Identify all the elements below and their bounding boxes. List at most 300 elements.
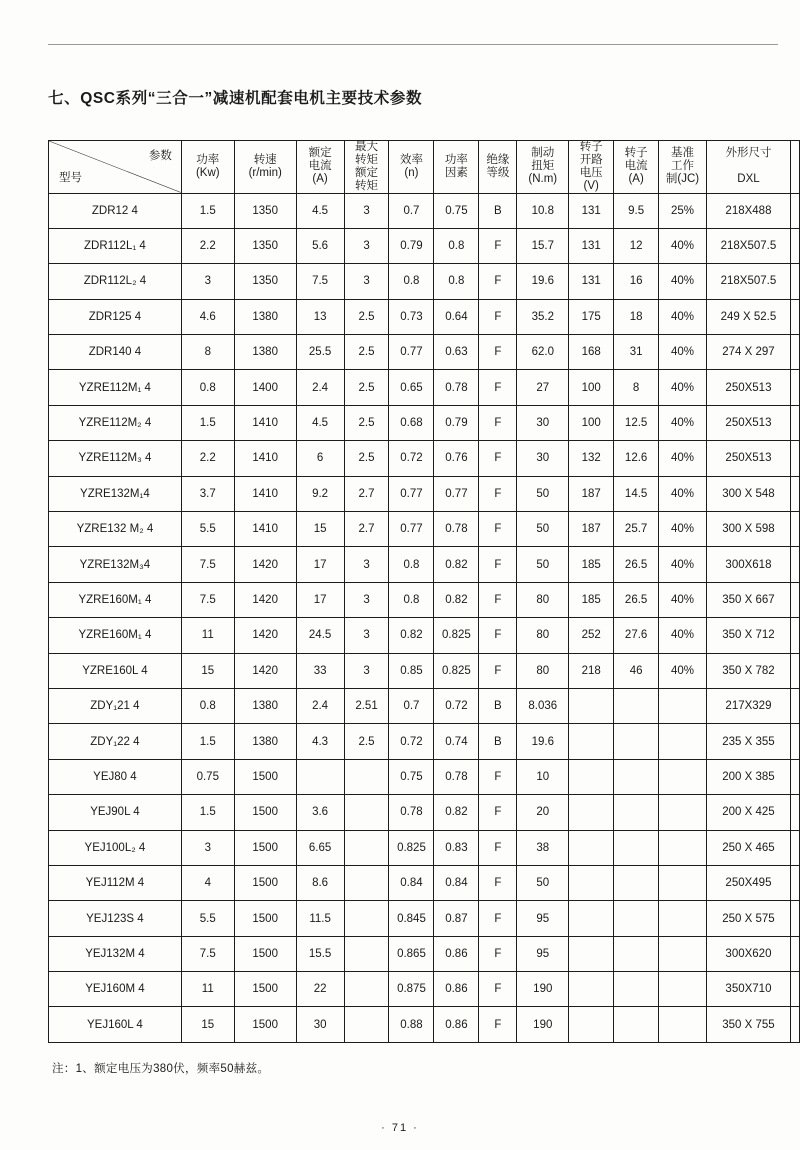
cell-value: F [479,936,517,971]
cell-value: F [479,547,517,582]
cell-value: 7.5 [181,936,234,971]
cell-value: 1420 [234,618,296,653]
cell-value: 46 [614,653,659,688]
table-row [49,901,800,936]
cell-value: 0.845 [389,901,434,936]
table-row [49,193,800,228]
cell-value: 1500 [234,901,296,936]
cell-model: YZRE112M₂ 4 [49,405,182,440]
cell-value: 0.79 [389,228,434,263]
cell-value: 25.7 [614,512,659,547]
cell-value: 0.77 [389,512,434,547]
cell-model: YZRE112M₃ 4 [49,441,182,476]
cell-value: F [479,582,517,617]
cell-value: 62.0 [517,335,569,370]
cell-value: 8.036 [517,688,569,723]
cell-value: 1500 [234,972,296,1007]
cell-value: 24.5 [296,618,344,653]
cell-value: 27.6 [614,618,659,653]
cell-value [659,688,707,723]
cell-value: 22 [296,972,344,1007]
cell-value: 16 [614,264,659,299]
cell-value: F [479,405,517,440]
cell-value: 0.82 [389,618,434,653]
cell-value: 33 [296,653,344,688]
cell-value: 27 [517,370,569,405]
cell-value [569,865,614,900]
cell-value: 0.84 [434,865,479,900]
cell-value: 1500 [234,936,296,971]
cell-value [659,901,707,936]
cell-overflow [790,370,799,405]
cell-value: B [479,724,517,759]
cell-model: YZRE160L 4 [49,653,182,688]
cell-value: 40% [659,441,707,476]
header-rule [48,44,778,45]
cell-overflow [790,724,799,759]
cell-value: 249 X 52.5 [707,299,791,334]
cell-value: 2.7 [344,476,389,511]
cell-value: 1350 [234,228,296,263]
cell-value: 0.72 [389,724,434,759]
cell-model: YEJ160L 4 [49,1007,182,1042]
cell-value: 50 [517,865,569,900]
cell-value: B [479,193,517,228]
cell-value: 350 X 755 [707,1007,791,1042]
cell-value: 0.78 [389,795,434,830]
cell-value: 80 [517,618,569,653]
cell-value: 25.5 [296,335,344,370]
cell-value: 0.875 [389,972,434,1007]
cell-value: 0.88 [389,1007,434,1042]
cell-overflow [790,405,799,440]
cell-value: 1350 [234,264,296,299]
header-brake-torque: 制动 扭矩 (N.m) [517,141,569,194]
cell-model: ZDR125 4 [49,299,182,334]
cell-value: 0.72 [389,441,434,476]
cell-value: 0.8 [434,228,479,263]
cell-overflow [790,972,799,1007]
cell-value: 3 [344,193,389,228]
table-row [49,972,800,1007]
cell-value: 15.7 [517,228,569,263]
cell-value: 3 [344,582,389,617]
cell-value: 0.8 [181,370,234,405]
cell-model: YZRE132M₃4 [49,547,182,582]
cell-value: 1380 [234,724,296,759]
header-speed: 转速 (r/min) [234,141,296,194]
cell-model: ZDY₁22 4 [49,724,182,759]
cell-value: 190 [517,972,569,1007]
cell-value: 0.63 [434,335,479,370]
table-row [49,441,800,476]
cell-value: F [479,476,517,511]
table-row [49,476,800,511]
cell-value: 0.82 [434,582,479,617]
table-row [49,865,800,900]
table-row [49,264,800,299]
cell-value: 0.87 [434,901,479,936]
cell-value: 1500 [234,795,296,830]
cell-value: 0.77 [434,476,479,511]
cell-overflow [790,335,799,370]
header-rotor-current: 转子 电流 (A) [614,141,659,194]
cell-value: B [479,688,517,723]
cell-value: 1410 [234,476,296,511]
cell-value: 0.64 [434,299,479,334]
cell-value: 200 X 385 [707,759,791,794]
cell-value: 100 [569,370,614,405]
cell-model: ZDR140 4 [49,335,182,370]
cell-value: 218 [569,653,614,688]
cell-value: 31 [614,335,659,370]
cell-value [659,830,707,865]
header-dimensions: 外形尺寸 DXL [707,141,791,194]
cell-value: 0.65 [389,370,434,405]
cell-value: 0.76 [434,441,479,476]
cell-value: F [479,759,517,794]
table-row [49,795,800,830]
cell-value [344,795,389,830]
cell-value: 40% [659,547,707,582]
cell-value [614,901,659,936]
cell-value: F [479,795,517,830]
cell-value: 300 X 598 [707,512,791,547]
header-power: 功率 (Kw) [181,141,234,194]
cell-value: F [479,441,517,476]
cell-value: 250X495 [707,865,791,900]
cell-value: 1.5 [181,724,234,759]
table-row [49,335,800,370]
page-number: · 71 · [381,1122,419,1134]
cell-value: 1420 [234,582,296,617]
cell-value [569,688,614,723]
cell-value: 0.7 [389,193,434,228]
cell-model: ZDR12 4 [49,193,182,228]
cell-value: 8.6 [296,865,344,900]
cell-value: 0.86 [434,972,479,1007]
cell-model: YZRE112M₁ 4 [49,370,182,405]
header-corner-cell [49,141,182,194]
cell-value: 187 [569,476,614,511]
cell-value: 0.77 [389,476,434,511]
cell-value: 0.8 [181,688,234,723]
table-row [49,512,800,547]
cell-value: 2.5 [344,299,389,334]
cell-overflow [790,264,799,299]
table-header [49,141,800,194]
cell-value: 40% [659,653,707,688]
cell-overflow [790,936,799,971]
cell-value: 30 [296,1007,344,1042]
cell-overflow [790,618,799,653]
cell-value: 4 [181,865,234,900]
cell-value: 350 X 782 [707,653,791,688]
table-row [49,653,800,688]
cell-value: 1380 [234,299,296,334]
cell-value: 50 [517,547,569,582]
cell-value [659,795,707,830]
cell-value: 185 [569,547,614,582]
table-row [49,688,800,723]
cell-model: YZRE160M₁ 4 [49,582,182,617]
cell-value: 300X618 [707,547,791,582]
table-body [49,193,800,1042]
cell-value: 12.6 [614,441,659,476]
cell-value: 15.5 [296,936,344,971]
cell-value: 3 [181,264,234,299]
cell-value [614,795,659,830]
header-row [49,141,800,194]
cell-value: 0.77 [389,335,434,370]
cell-value: 40% [659,618,707,653]
cell-value: 0.8 [389,264,434,299]
cell-value: 95 [517,936,569,971]
cell-value: F [479,370,517,405]
cell-value: 1.5 [181,405,234,440]
cell-value: 1380 [234,688,296,723]
cell-value [659,972,707,1007]
cell-value: 2.4 [296,370,344,405]
cell-value: 80 [517,582,569,617]
cell-value: 1500 [234,759,296,794]
cell-model: ZDR112L₂ 4 [49,264,182,299]
cell-value: 350 X 667 [707,582,791,617]
cell-value: 2.5 [344,724,389,759]
cell-value [614,830,659,865]
cell-value: 250X513 [707,441,791,476]
cell-value: 19.6 [517,264,569,299]
cell-value: 2.5 [344,335,389,370]
cell-value: 9.2 [296,476,344,511]
cell-value: F [479,299,517,334]
cell-overflow [790,1007,799,1042]
cell-value: 3 [344,653,389,688]
cell-value: 218X507.5 [707,264,791,299]
cell-overflow [790,193,799,228]
cell-value: 40% [659,335,707,370]
cell-value: 2.7 [344,512,389,547]
cell-value: 0.74 [434,724,479,759]
cell-value: 0.72 [434,688,479,723]
cell-value: F [479,653,517,688]
cell-value: 12 [614,228,659,263]
header-power-factor: 功率 因素 [434,141,479,194]
cell-model: YEJ112M 4 [49,865,182,900]
cell-value: 40% [659,405,707,440]
table-row [49,830,800,865]
cell-value [569,830,614,865]
table-row [49,618,800,653]
cell-value: 0.68 [389,405,434,440]
cell-value: 15 [181,1007,234,1042]
motor-spec-table [48,140,800,1043]
cell-model: YEJ100L₂ 4 [49,830,182,865]
cell-value: 40% [659,582,707,617]
cell-value: 2.5 [344,441,389,476]
cell-value: 1500 [234,865,296,900]
cell-value: 1410 [234,441,296,476]
header-rotor-open-voltage: 转子 开路 电压 (V) [569,141,614,194]
header-efficiency: 效率 (n) [389,141,434,194]
cell-value: 0.73 [389,299,434,334]
cell-overflow [790,688,799,723]
cell-value: 274 X 297 [707,335,791,370]
cell-value: 20 [517,795,569,830]
cell-value [344,830,389,865]
cell-value: 10 [517,759,569,794]
cell-value: 300X620 [707,936,791,971]
cell-overflow [790,547,799,582]
cell-value: 0.82 [434,547,479,582]
table-row [49,759,800,794]
cell-value: 0.825 [434,653,479,688]
cell-value: 8 [181,335,234,370]
cell-value: 95 [517,901,569,936]
cell-value: 350 X 712 [707,618,791,653]
cell-value [569,1007,614,1042]
cell-value: 2.4 [296,688,344,723]
cell-value: 40% [659,370,707,405]
cell-value: 131 [569,264,614,299]
cell-value: 6.65 [296,830,344,865]
cell-value: 11 [181,972,234,1007]
cell-value: 15 [296,512,344,547]
cell-value: 7.5 [296,264,344,299]
cell-overflow [790,512,799,547]
cell-value: 12.5 [614,405,659,440]
cell-value [344,1007,389,1042]
cell-value: 1420 [234,547,296,582]
cell-value: 0.8 [434,264,479,299]
cell-value: F [479,335,517,370]
cell-overflow [790,795,799,830]
cell-value [569,936,614,971]
table-row [49,724,800,759]
cell-value: 3 [344,228,389,263]
cell-value: 0.84 [389,865,434,900]
header-model-label: 型号 [59,171,82,184]
cell-value: 250 X 575 [707,901,791,936]
cell-value [569,759,614,794]
cell-value: 1.5 [181,795,234,830]
cell-value: 13 [296,299,344,334]
cell-value: 26.5 [614,582,659,617]
cell-model: YZRE160M₁ 4 [49,618,182,653]
cell-value: 5.5 [181,901,234,936]
cell-value: 10.8 [517,193,569,228]
cell-value: 0.85 [389,653,434,688]
cell-overflow [790,228,799,263]
cell-value: 3 [344,547,389,582]
header-overflow-column [790,141,799,194]
cell-model: ZDR112L₁ 4 [49,228,182,263]
cell-value [569,795,614,830]
table-row [49,582,800,617]
cell-value: 0.75 [434,193,479,228]
cell-value: 2.5 [344,370,389,405]
cell-value [659,936,707,971]
cell-value [614,688,659,723]
cell-value: 131 [569,193,614,228]
cell-value: 8 [614,370,659,405]
cell-value: 18 [614,299,659,334]
table-row [49,1007,800,1042]
cell-value: 4.5 [296,405,344,440]
cell-value: 190 [517,1007,569,1042]
cell-model: YEJ90L 4 [49,795,182,830]
cell-value: 0.825 [434,618,479,653]
table-row [49,547,800,582]
cell-value: 5.6 [296,228,344,263]
table-row [49,405,800,440]
cell-value: 1500 [234,1007,296,1042]
cell-value: 26.5 [614,547,659,582]
cell-value: 80 [517,653,569,688]
cell-value: F [479,865,517,900]
cell-value: 3.7 [181,476,234,511]
cell-model: YEJ123S 4 [49,901,182,936]
cell-value: 1400 [234,370,296,405]
cell-value: 217X329 [707,688,791,723]
cell-value: 250X513 [707,405,791,440]
cell-value: 252 [569,618,614,653]
cell-value: 218X507.5 [707,228,791,263]
cell-model: YZRE132M₁4 [49,476,182,511]
cell-value: 1380 [234,335,296,370]
cell-value: 218X488 [707,193,791,228]
cell-value: 40% [659,228,707,263]
cell-value [344,865,389,900]
table-row [49,936,800,971]
cell-value: 4.5 [296,193,344,228]
cell-value: 250X513 [707,370,791,405]
header-rated-current: 额定 电流 (A) [296,141,344,194]
cell-value: 6 [296,441,344,476]
cell-value: 200 X 425 [707,795,791,830]
cell-value: 0.7 [389,688,434,723]
page-title: 七、QSC系列“三合一”减速机配套电机主要技术参数 [48,90,423,107]
cell-value [659,1007,707,1042]
cell-value: 0.8 [389,547,434,582]
cell-value: 0.75 [389,759,434,794]
cell-value: 0.75 [181,759,234,794]
cell-value: 0.82 [434,795,479,830]
cell-value: 235 X 355 [707,724,791,759]
cell-value: F [479,972,517,1007]
cell-value [659,724,707,759]
cell-overflow [790,865,799,900]
cell-value: 40% [659,264,707,299]
header-duty-cycle: 基准 工作 制(JC) [659,141,707,194]
cell-overflow [790,759,799,794]
cell-value: 0.86 [434,936,479,971]
cell-value: 1500 [234,830,296,865]
cell-value: 3 [344,618,389,653]
cell-value: F [479,228,517,263]
cell-value: 9.5 [614,193,659,228]
cell-value: 0.78 [434,512,479,547]
cell-value [296,759,344,794]
table-row [49,370,800,405]
cell-overflow [790,582,799,617]
table-note: 注：1、额定电压为380伏，频率50赫兹。 [52,1063,270,1075]
cell-value: 35.2 [517,299,569,334]
cell-value [614,865,659,900]
cell-overflow [790,476,799,511]
header-torque-ratio: 最大 转矩 额定 转矩 [344,141,389,194]
cell-value: 19.6 [517,724,569,759]
